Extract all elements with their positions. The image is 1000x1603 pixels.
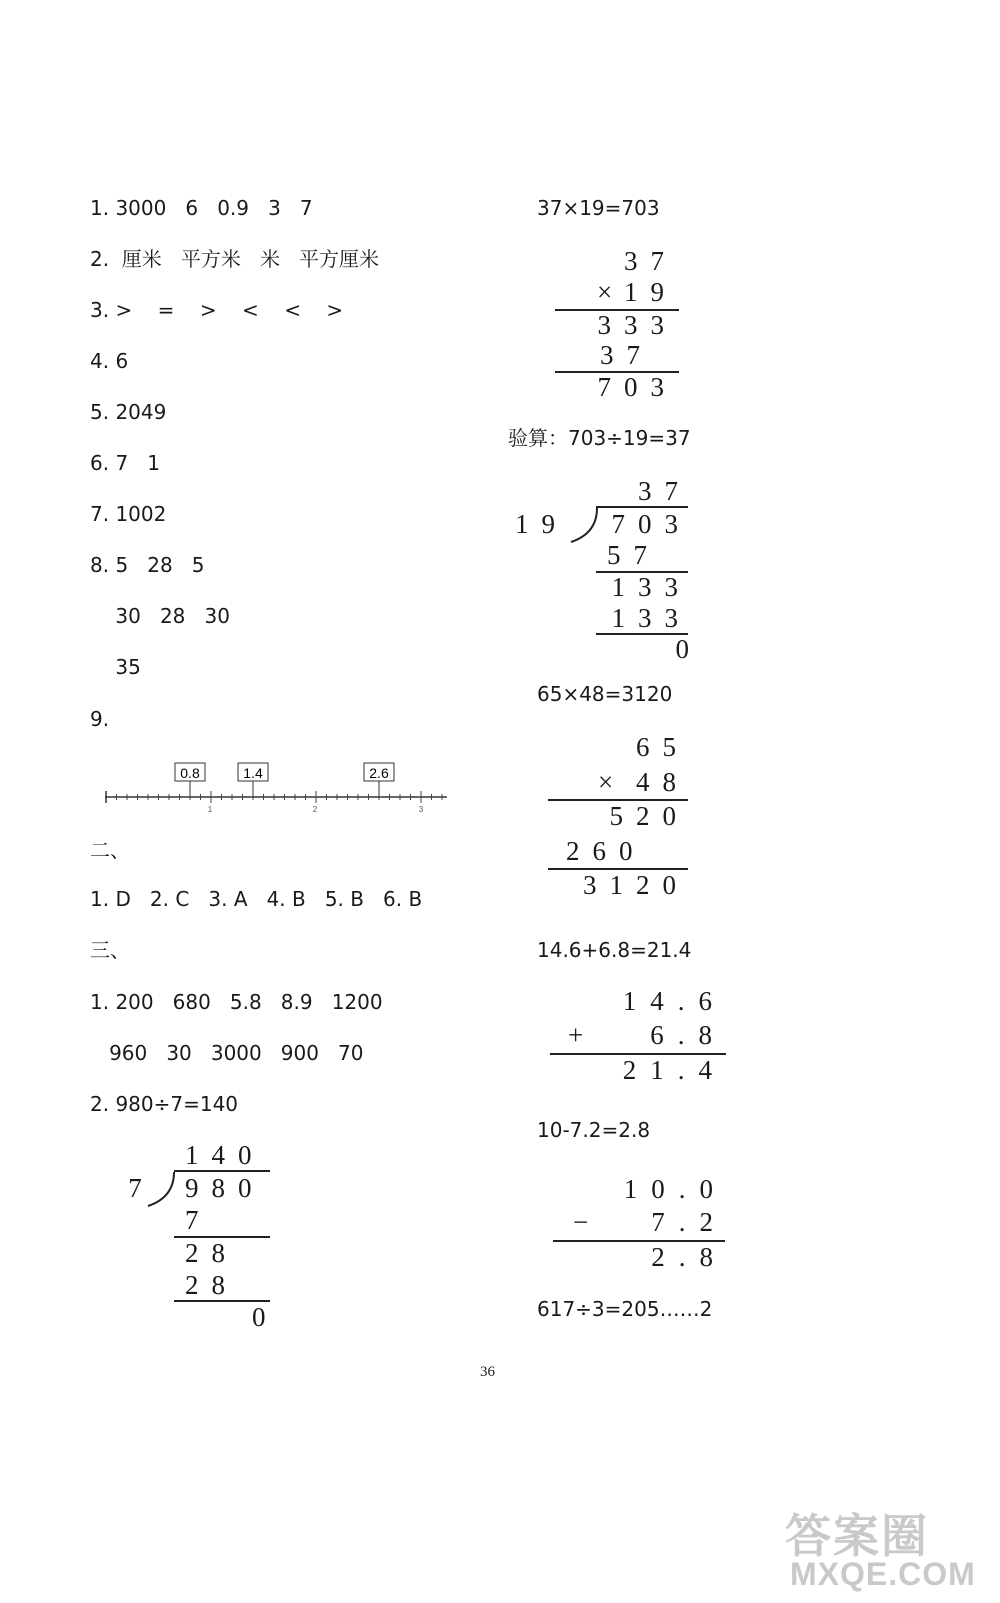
answer-q7: 7. 1002 bbox=[90, 502, 167, 526]
check-division-bracket bbox=[565, 506, 605, 544]
mult-operator: × bbox=[597, 277, 613, 307]
tick-label-3: 3 bbox=[418, 805, 424, 814]
m2-operator: × bbox=[598, 767, 614, 797]
section-3-eq: 2. 980÷7=140 bbox=[90, 1092, 239, 1116]
sum: 21.4 bbox=[622, 1055, 726, 1085]
check-remainder: 0 bbox=[675, 634, 689, 664]
check-step-2: 133 bbox=[611, 572, 691, 602]
long-division-703-19 bbox=[510, 476, 695, 666]
check-equation: 验算：703÷19=37 bbox=[508, 426, 691, 450]
m2-product: 3120 bbox=[583, 870, 689, 900]
m2-partial-2: 260 bbox=[566, 836, 646, 866]
step-3: 28 bbox=[185, 1270, 238, 1300]
multiplier: 19 bbox=[624, 277, 677, 307]
mult1-equation: 37×19=703 bbox=[537, 196, 660, 220]
section-2-heading: 二、 bbox=[90, 838, 130, 862]
answer-q1: 1. 3000 6 0.9 3 7 bbox=[90, 196, 313, 220]
section-2-answers: 1. D 2. C 3. A 4. B 5. B 6. B bbox=[90, 887, 423, 911]
page-number: 36 bbox=[480, 1364, 495, 1380]
long-division-980-7 bbox=[120, 1140, 280, 1330]
sub-equation: 10-7.2=2.8 bbox=[537, 1118, 651, 1142]
partial-1: 333 bbox=[597, 310, 677, 340]
division-bracket bbox=[142, 1170, 182, 1208]
dividend: 980 bbox=[185, 1173, 265, 1203]
section-3-row1: 1. 200 680 5.8 8.9 1200 bbox=[90, 990, 383, 1014]
answer-q4: 4. 6 bbox=[90, 349, 129, 373]
check-rule-2 bbox=[596, 633, 688, 635]
tick-label-2: 2 bbox=[312, 805, 318, 814]
vertical-mult-65x48 bbox=[548, 732, 693, 902]
answer-q3: 3. > = > < < > bbox=[90, 298, 344, 322]
answer-q8-row3: 35 bbox=[90, 655, 141, 679]
tick-label-1: 1 bbox=[207, 805, 213, 814]
mult2-equation: 65×48=3120 bbox=[537, 682, 673, 706]
label-0-8: 0.8 bbox=[180, 765, 200, 781]
step-2: 28 bbox=[185, 1238, 238, 1268]
divisor: 7 bbox=[128, 1173, 142, 1203]
vertical-sub bbox=[553, 1174, 731, 1274]
add-operator: + bbox=[568, 1020, 584, 1050]
watermark-logo: 答案圈 bbox=[785, 1510, 929, 1562]
answer-q2: 2. 厘米 平方米 米 平方厘米 bbox=[90, 247, 380, 271]
answer-q5: 5. 2049 bbox=[90, 400, 167, 424]
check-step-3: 133 bbox=[611, 603, 691, 633]
last-equation: 617÷3=205……2 bbox=[537, 1297, 713, 1321]
check-step-1: 57 bbox=[607, 540, 660, 570]
minuend: 10.0 bbox=[623, 1174, 727, 1204]
step-1: 7 bbox=[185, 1205, 199, 1235]
m2-partial-1: 520 bbox=[609, 801, 689, 831]
division-top-rule bbox=[174, 1170, 270, 1172]
sub-operator: − bbox=[573, 1207, 589, 1237]
answer-q6: 6. 7 1 bbox=[90, 451, 160, 475]
label-1-4: 1.4 bbox=[243, 765, 263, 781]
number-line bbox=[95, 755, 455, 815]
answer-q8-row1: 8. 5 28 5 bbox=[90, 553, 205, 577]
subtrahend: 7.2 bbox=[651, 1207, 727, 1237]
check-top-rule bbox=[596, 506, 688, 508]
m2-multiplier: 48 bbox=[636, 767, 689, 797]
section-3-row2: 960 30 3000 900 70 bbox=[90, 1041, 364, 1065]
quotient-digit: 140 bbox=[185, 1140, 265, 1170]
add-equation: 14.6+6.8=21.4 bbox=[537, 938, 692, 962]
addend-2: 6.8 bbox=[650, 1020, 726, 1050]
m2-multiplicand: 65 bbox=[636, 732, 689, 762]
watermark-url: MXQE.COM bbox=[790, 1556, 976, 1592]
remainder: 0 bbox=[252, 1302, 266, 1332]
multiplicand: 37 bbox=[624, 246, 677, 276]
vertical-add bbox=[550, 986, 730, 1086]
answer-q9: 9. bbox=[90, 707, 110, 731]
section-3-heading: 三、 bbox=[90, 938, 130, 962]
addend-1: 14.6 bbox=[622, 986, 726, 1016]
check-dividend: 703 bbox=[611, 509, 691, 539]
product: 703 bbox=[597, 372, 677, 402]
vertical-mult-37x19 bbox=[555, 246, 685, 401]
check-divisor: 19 bbox=[515, 509, 568, 539]
label-2-6: 2.6 bbox=[369, 765, 389, 781]
check-quotient: 37 bbox=[638, 476, 691, 506]
answer-q8-row2: 30 28 30 bbox=[90, 604, 230, 628]
difference: 2.8 bbox=[651, 1242, 727, 1272]
partial-2: 37 bbox=[600, 340, 653, 370]
